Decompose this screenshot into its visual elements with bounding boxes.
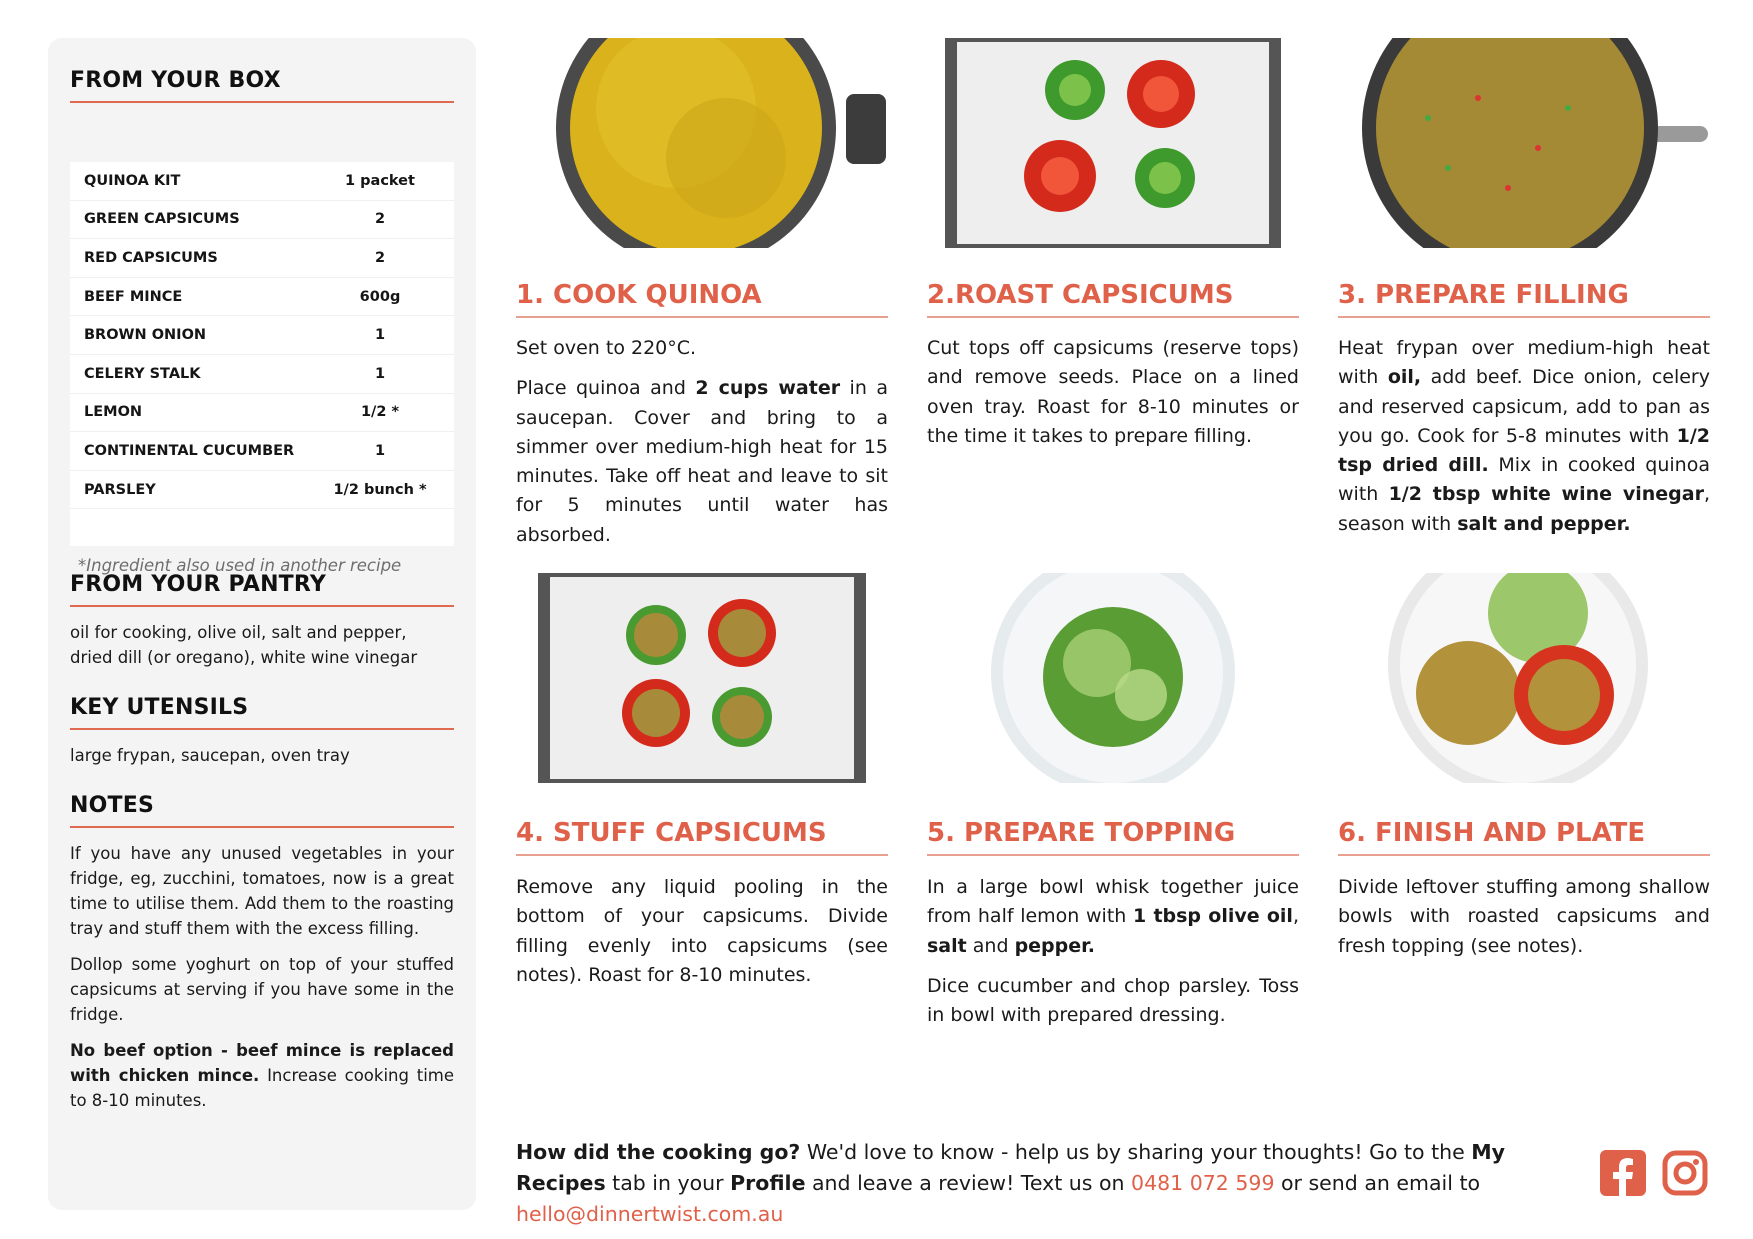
utensils-heading: KEY UTENSILS: [70, 695, 454, 730]
step-3-text-g: , season with: [1338, 483, 1710, 535]
step-3-vinegar: 1/2 tbsp white wine vinegar: [1388, 483, 1704, 506]
step-1-water-amount: 2 cups water: [695, 377, 841, 400]
from-your-box-heading: FROM YOUR BOX: [70, 68, 454, 103]
ingredient-row: [70, 278, 454, 317]
ingredient-name: QUINOA KIT: [84, 172, 181, 189]
ingredient-quantity: 1/2 bunch *: [333, 481, 427, 498]
step-3-text-a: Heat frypan over medium-high heat with: [1338, 337, 1710, 389]
feedback-footer: [516, 1137, 1576, 1230]
ingredient-row: [70, 316, 454, 355]
step-2-title: 2.ROAST CAPSICUMS: [927, 280, 1299, 318]
ingredient-footnote: *Ingredient also used in another recipe: [78, 556, 402, 575]
notes-text: [70, 841, 454, 1124]
step-6-photo: [1338, 573, 1710, 783]
step-5-title: 5. PREPARE TOPPING: [927, 818, 1299, 856]
ingredient-name: BROWN ONION: [84, 327, 207, 344]
feedback-text-2: tab in your: [605, 1171, 731, 1195]
step-5-salt: salt: [927, 934, 967, 957]
ingredient-quantity: 2: [374, 249, 386, 266]
profile-link[interactable]: Profile: [730, 1171, 806, 1195]
step-4-paragraph-1: Remove any liquid pooling in the bottom of your capsicums. Divide filling evenly into capsicums (see notes). Roast for 8-10 minutes.: [516, 876, 888, 986]
step-5-paragraph-1: [927, 873, 1299, 961]
notes-paragraph-3: [70, 1038, 454, 1113]
step-2-body: [927, 334, 1299, 462]
step-1-title: 1. COOK QUINOA: [516, 280, 888, 318]
ingredient-quantity: 1/2 *: [360, 404, 400, 421]
notes-paragraph-1: If you have any unused vegetables in your fridge, eg, zucchini, tomatoes, now is a great time to utilise them. Add them to the roasting tray and stuff them with the excess filling.: [70, 844, 454, 938]
phone-link[interactable]: 0481 072 599: [1131, 1171, 1275, 1195]
feedback-text-3: and leave a review! Text us on: [805, 1171, 1132, 1195]
email-link[interactable]: hello@dinnertwist.com.au: [516, 1202, 784, 1226]
ingredient-name: BEEF MINCE: [84, 288, 183, 305]
ingredient-name: CONTINENTAL CUCUMBER: [84, 442, 295, 459]
no-beef-option-rest: Increase cooking time to 8-10 minutes.: [70, 1066, 455, 1110]
step-6-body: [1338, 873, 1710, 972]
notes-paragraph-2: Dollop some yoghurt on top of your stuffed capsicums at serving if you have some in the fridge.: [70, 955, 454, 1024]
facebook-icon[interactable]: [1600, 1150, 1646, 1196]
feedback-text-1: We'd love to know - help us by sharing your thoughts! Go to the: [800, 1140, 1472, 1164]
utensils-text: [70, 743, 454, 779]
ingredient-name: PARSLEY: [84, 481, 156, 498]
ingredient-row: [70, 239, 454, 278]
step-5-pepper: pepper.: [1014, 934, 1096, 957]
notes-heading: NOTES: [70, 793, 454, 828]
pantry-heading: FROM YOUR PANTRY: [70, 572, 454, 607]
step-3-oil: oil,: [1387, 366, 1422, 389]
no-beef-option: No beef option - beef mince is replaced with chicken mince.: [70, 1041, 454, 1085]
step-3-salt-pepper: salt and pepper.: [1457, 512, 1631, 535]
step-5-photo: [927, 573, 1299, 783]
instagram-icon[interactable]: [1662, 1150, 1708, 1196]
ingredient-table: [70, 162, 454, 546]
ingredient-quantity: 1: [374, 365, 386, 382]
step-1-paragraph-1: Set oven to 220°C.: [516, 337, 697, 359]
ingredient-row: [70, 432, 454, 471]
step-4-title: 4. STUFF CAPSICUMS: [516, 818, 888, 856]
step-1-photo: [516, 38, 888, 248]
ingredient-row: [70, 162, 454, 201]
step-5-olive-oil: 1 tbsp olive oil: [1132, 905, 1293, 928]
ingredient-row: [70, 201, 454, 240]
ingredient-quantity: 1: [374, 442, 386, 459]
step-3-title: 3. PREPARE FILLING: [1338, 280, 1710, 318]
ingredient-row: [70, 471, 454, 510]
step-3-body: [1338, 334, 1710, 550]
step-3-photo: [1338, 38, 1710, 248]
ingredient-name: LEMON: [84, 404, 143, 421]
ingredient-quantity: 1 packet: [345, 172, 415, 189]
feedback-text-4: or send an email to: [1274, 1171, 1481, 1195]
ingredient-quantity: 2: [374, 211, 386, 228]
step-2-photo: [927, 38, 1299, 248]
ingredients-sidebar: [48, 38, 476, 1210]
step-1-text-rest: in a saucepan. Cover and bring to a simmer over medium-high heat for 15 minutes. Take off heat and leave to sit for 5 minutes until water has absorbed.: [516, 377, 888, 546]
pantry-list: oil for cooking, olive oil, salt and pepper, dried dill (or oregano), white wine vinegar: [70, 623, 418, 667]
step-6-title: 6. FINISH AND PLATE: [1338, 818, 1710, 856]
step-1-paragraph-2: [516, 374, 888, 550]
ingredient-name: RED CAPSICUMS: [84, 249, 218, 266]
step-5-text-e: and: [966, 934, 1015, 957]
step-4-photo: [516, 573, 888, 783]
step-3-dill: 1/2 tsp dried dill.: [1338, 424, 1710, 477]
step-1-text: Place quinoa and: [516, 377, 696, 400]
ingredient-name: GREEN CAPSICUMS: [84, 211, 240, 228]
feedback-question: How did the cooking go?: [516, 1140, 801, 1164]
step-3-text-c: add beef. Dice onion, celery and reserved capsicum, add to pan as you go. Cook for 5-8 minutes with: [1338, 366, 1710, 447]
ingredient-quantity: 600g: [359, 288, 401, 305]
step-5-paragraph-2: Dice cucumber and chop parsley. Toss in bowl with prepared dressing.: [927, 974, 1299, 1027]
ingredient-name: CELERY STALK: [84, 365, 201, 382]
ingredient-row: [70, 355, 454, 394]
utensils-list: large frypan, saucepan, oven tray: [70, 746, 350, 765]
ingredient-quantity: 1: [374, 327, 386, 344]
pantry-text: [70, 620, 454, 681]
step-2-paragraph-1: Cut tops off capsicums (reserve tops) and remove seeds. Place on a lined oven tray. Roast for 8-10 minutes or the time it takes to prepare filling.: [927, 337, 1299, 447]
step-5-text-a: In a large bowl whisk together juice from half lemon with: [927, 876, 1299, 928]
step-3-text-e: Mix in cooked quinoa with: [1338, 454, 1710, 506]
step-5-text-c: ,: [1292, 905, 1299, 928]
step-6-paragraph-1: Divide leftover stuffing among shallow bowls with roasted capsicums and fresh topping (see notes).: [1338, 876, 1710, 957]
step-1-body: [516, 334, 888, 561]
step-4-body: [516, 873, 888, 1001]
step-5-body: [927, 873, 1299, 1041]
step-3-paragraph-1: [1338, 334, 1710, 539]
my-recipes-link[interactable]: My Recipes: [516, 1140, 1506, 1195]
ingredient-row: [70, 394, 454, 433]
